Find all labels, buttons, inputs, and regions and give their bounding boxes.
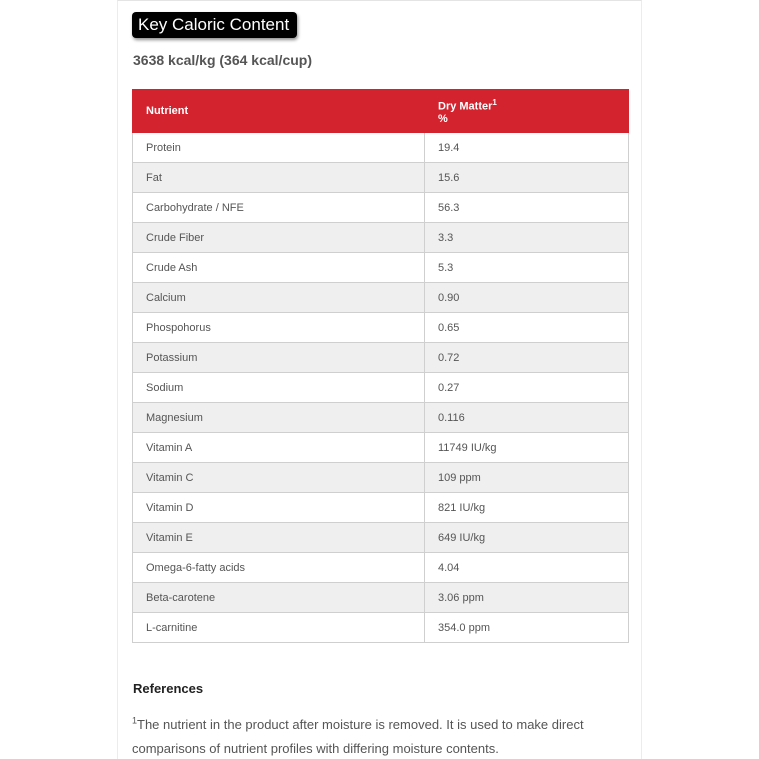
table-row xyxy=(133,163,629,193)
dry-matter-value-cell: 11749 IU/kg xyxy=(425,433,629,463)
table-row xyxy=(133,493,629,523)
dry-matter-value-cell: 3.06 ppm xyxy=(425,583,629,613)
table-row xyxy=(133,283,629,313)
references-footnote-marker: 1 xyxy=(132,715,138,726)
table-row xyxy=(133,193,629,223)
table-row xyxy=(133,553,629,583)
nutrient-name-cell: Fat xyxy=(133,163,425,193)
dry-matter-label: Dry Matter xyxy=(438,100,493,113)
dry-matter-value-cell: 0.116 xyxy=(425,403,629,433)
nutrient-column-header: Nutrient xyxy=(133,90,425,133)
table-row xyxy=(133,253,629,283)
dry-matter-value-cell: 0.27 xyxy=(425,373,629,403)
table-header-row xyxy=(133,90,629,133)
dry-matter-value-cell: 15.6 xyxy=(425,163,629,193)
nutrient-name-cell: Omega-6-fatty acids xyxy=(133,553,425,583)
table-row xyxy=(133,613,629,643)
dry-matter-value-cell: 0.65 xyxy=(425,313,629,343)
nutrient-table xyxy=(132,89,629,643)
table-row xyxy=(133,373,629,403)
dry-matter-value-cell: 3.3 xyxy=(425,223,629,253)
dry-matter-value-cell: 0.90 xyxy=(425,283,629,313)
dry-matter-value-cell: 5.3 xyxy=(425,253,629,283)
nutrient-name-cell: Vitamin D xyxy=(133,493,425,523)
dry-matter-value-cell: 649 IU/kg xyxy=(425,523,629,553)
dry-matter-column-header xyxy=(425,90,629,133)
dry-matter-footnote-marker: 1 xyxy=(492,98,497,108)
table-row xyxy=(133,343,629,373)
nutrient-name-cell: Vitamin C xyxy=(133,463,425,493)
nutrient-name-cell: Crude Ash xyxy=(133,253,425,283)
nutrient-name-cell: Phospohorus xyxy=(133,313,425,343)
dry-matter-value-cell: 0.72 xyxy=(425,343,629,373)
nutrient-name-cell: Protein xyxy=(133,133,425,163)
table-row xyxy=(133,133,629,163)
nutrient-name-cell: Calcium xyxy=(133,283,425,313)
caloric-content-title: Key Caloric Content xyxy=(132,12,297,38)
dry-matter-value-cell: 56.3 xyxy=(425,193,629,223)
table-row xyxy=(133,223,629,253)
table-row xyxy=(133,463,629,493)
table-row xyxy=(133,403,629,433)
references-title: References xyxy=(133,681,204,696)
caloric-content-value: 3638 kcal/kg (364 kcal/cup) xyxy=(133,52,312,68)
dry-matter-value-cell: 4.04 xyxy=(425,553,629,583)
dry-matter-value-cell: 354.0 ppm xyxy=(425,613,629,643)
nutrient-name-cell: L-carnitine xyxy=(133,613,425,643)
nutrient-name-cell: Vitamin E xyxy=(133,523,425,553)
dry-matter-value-cell: 19.4 xyxy=(425,133,629,163)
nutrient-name-cell: Beta-carotene xyxy=(133,583,425,613)
nutrient-name-cell: Sodium xyxy=(133,373,425,403)
table-row xyxy=(133,313,629,343)
references-note xyxy=(132,713,612,759)
nutrient-name-cell: Carbohydrate / NFE xyxy=(133,193,425,223)
table-row xyxy=(133,583,629,613)
table-row xyxy=(133,433,629,463)
dry-matter-value-cell: 821 IU/kg xyxy=(425,493,629,523)
nutrient-name-cell: Magnesium xyxy=(133,403,425,433)
nutrient-name-cell: Potassium xyxy=(133,343,425,373)
dry-matter-value-cell: 109 ppm xyxy=(425,463,629,493)
dry-matter-unit: % xyxy=(438,112,448,125)
nutrient-table-body xyxy=(133,133,629,643)
nutrient-name-cell: Vitamin A xyxy=(133,433,425,463)
table-row xyxy=(133,523,629,553)
nutrient-name-cell: Crude Fiber xyxy=(133,223,425,253)
references-note-text: The nutrient in the product after moisture is removed. It is used to make direct comparisons of nutrient profiles with differing moisture contents. xyxy=(132,717,584,756)
